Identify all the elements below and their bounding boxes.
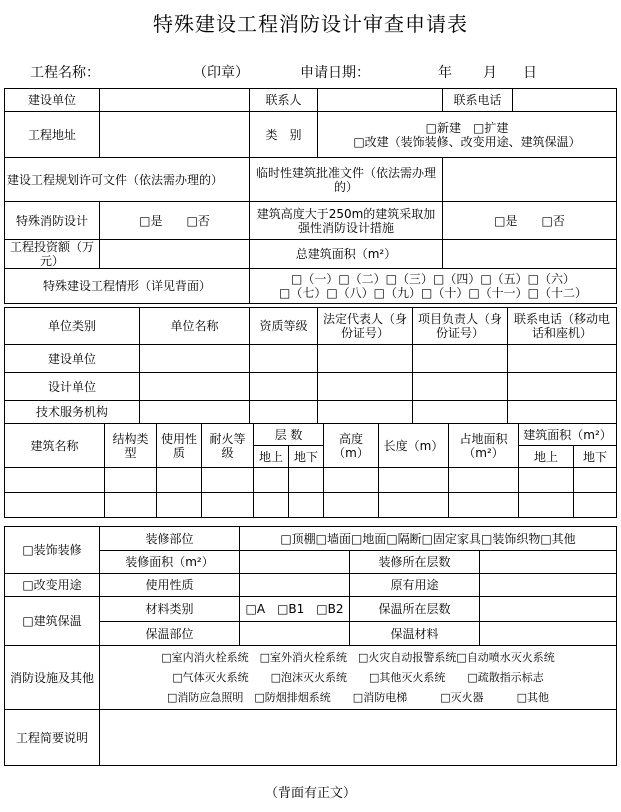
use-nature-label: 使用性质	[100, 574, 240, 597]
building-cell[interactable]	[574, 493, 617, 518]
project-address-label: 工程地址	[5, 112, 100, 158]
insulation-part-field[interactable]	[240, 622, 350, 646]
project-leader-header: 项目负责人（身份证号）	[413, 308, 508, 345]
area-above-header: 地上	[519, 446, 574, 468]
seal-label: （印章）	[193, 65, 249, 81]
unit-row-label: 技术服务机构	[5, 401, 140, 424]
unit-name-header: 单位名称	[140, 308, 250, 345]
units-table	[4, 307, 617, 424]
investment-field[interactable]	[100, 240, 250, 269]
building-cell[interactable]	[202, 468, 254, 493]
height-250-options[interactable]	[443, 202, 617, 240]
unit-cell[interactable]	[318, 373, 413, 401]
fire-rating-header: 耐火等级	[202, 424, 254, 468]
unit-cell[interactable]	[318, 401, 413, 424]
height-250-label: 建筑高度大于250m的建筑采取加强性消防设计措施	[250, 202, 443, 240]
height-yes-checkbox[interactable]: □是	[494, 213, 518, 228]
renovation-table	[4, 526, 617, 766]
unit-cell[interactable]	[508, 401, 617, 424]
building-cell[interactable]	[157, 493, 202, 518]
category-label: 类 别	[250, 112, 318, 158]
investment-label: 工程投资额（万元）	[5, 240, 100, 269]
decoration-parts-options[interactable]: □顶棚□墙面□地面□隔断□固定家具□装饰织物□其他	[240, 527, 617, 551]
length-header: 长度（m）	[379, 424, 449, 468]
facilities-label: 消防设施及其他	[5, 646, 100, 710]
unit-cell[interactable]	[508, 345, 617, 373]
situation-options[interactable]	[250, 269, 617, 304]
unit-cell[interactable]	[250, 373, 318, 401]
month-label: 月	[483, 65, 497, 81]
special-no-checkbox[interactable]: □否	[186, 213, 210, 228]
insulation-material-label: 保温材料	[350, 622, 480, 646]
total-area-label: 总建筑面积（m²）	[250, 240, 443, 269]
material-class-options[interactable]: □A □B1 □B2	[240, 597, 350, 622]
use-nature-field[interactable]	[240, 574, 350, 597]
special-design-label: 特殊消防设计	[5, 202, 100, 240]
building-cell[interactable]	[379, 493, 449, 518]
footer-note: （背面有正文）	[264, 786, 356, 801]
unit-row-label: 建设单位	[5, 345, 140, 373]
rebuild-checkbox[interactable]: □改建（装饰装修、改变用途、建筑保温）	[353, 134, 581, 149]
decoration-area-label: 装修面积（m²）	[100, 551, 240, 574]
structure-header: 结构类型	[105, 424, 157, 468]
apply-date-label: 申请日期：	[300, 65, 370, 81]
contact-phone-label: 联系电话	[443, 89, 513, 112]
decoration-floor-field[interactable]	[480, 551, 617, 574]
unit-cell[interactable]	[508, 373, 617, 401]
temp-building-label: 临时性建筑批准文件（依法需办理的）	[250, 158, 443, 202]
building-cell[interactable]	[105, 493, 157, 518]
construction-unit-field[interactable]	[100, 89, 250, 112]
facilities-line-3[interactable]: □消防应急照明 □防烟排烟系统 □消防电梯 □灭火器 □其他	[167, 690, 549, 704]
building-cell[interactable]	[5, 468, 105, 493]
material-class-label: 材料类别	[100, 597, 240, 622]
new-expand-checkboxes[interactable]: □新建 □扩建	[425, 120, 509, 135]
basic-info-table	[4, 88, 617, 304]
project-address-field[interactable]	[100, 112, 250, 158]
unit-type-header: 单位类别	[5, 308, 140, 345]
special-yes-checkbox[interactable]: □是	[139, 213, 163, 228]
legal-rep-header: 法定代表人（身份证号）	[318, 308, 413, 345]
building-cell[interactable]	[519, 468, 574, 493]
unit-cell[interactable]	[318, 345, 413, 373]
building-cell[interactable]	[379, 468, 449, 493]
building-cell[interactable]	[324, 493, 379, 518]
building-cell[interactable]	[5, 493, 105, 518]
unit-cell[interactable]	[250, 345, 318, 373]
height-no-checkbox[interactable]: □否	[541, 213, 565, 228]
building-cell[interactable]	[157, 468, 202, 493]
insulation-floor-label: 保温所在层数	[350, 597, 480, 622]
building-cell[interactable]	[254, 493, 289, 518]
construction-unit-label: 建设单位	[5, 89, 100, 112]
use-header: 使用性质	[157, 424, 202, 468]
insulation-checkbox[interactable]: □建筑保温	[5, 597, 100, 646]
area-below-header: 地下	[574, 446, 617, 468]
form-title: 特殊建设工程消防设计审查申请表	[153, 12, 468, 36]
building-cell[interactable]	[574, 468, 617, 493]
building-name-header: 建筑名称	[5, 424, 105, 468]
building-cell[interactable]	[289, 493, 324, 518]
situation-line-1[interactable]: □（一）□（二）□（三）□（四）□（五）□（六）	[290, 272, 576, 286]
temp-building-field[interactable]	[443, 158, 617, 202]
total-area-field[interactable]	[443, 240, 617, 269]
unit-phone-header: 联系电话（移动电话和座机）	[508, 308, 617, 345]
floors-above-header: 地上	[254, 446, 289, 468]
special-design-options[interactable]	[100, 202, 250, 240]
unit-cell[interactable]	[140, 401, 250, 424]
insulation-material-field[interactable]	[480, 622, 617, 646]
unit-cell[interactable]	[413, 345, 508, 373]
decoration-part-label: 装修部位	[100, 527, 240, 551]
contact-phone-field[interactable]	[513, 89, 617, 112]
building-cell[interactable]	[324, 468, 379, 493]
building-cell[interactable]	[449, 493, 519, 518]
building-cell[interactable]	[105, 468, 157, 493]
facilities-line-2[interactable]: □气体灭火系统 □泡沫灭火系统 □其他灭火系统 □疏散指示标志	[172, 670, 544, 684]
unit-cell[interactable]	[250, 401, 318, 424]
floors-header: 层 数	[254, 424, 324, 446]
change-use-checkbox[interactable]: □改变用途	[5, 574, 100, 597]
insulation-floor-field[interactable]	[480, 597, 617, 622]
project-name-label: 工程名称：	[30, 65, 100, 81]
decoration-area-field[interactable]	[240, 551, 350, 574]
floors-below-header: 地下	[289, 446, 324, 468]
building-cell[interactable]	[519, 493, 574, 518]
decoration-floor-label: 装修所在层数	[350, 551, 480, 574]
decoration-checkbox[interactable]: □装饰装修	[5, 527, 100, 574]
unit-cell[interactable]	[413, 401, 508, 424]
height-header: 高度（m）	[324, 424, 379, 468]
category-options[interactable]	[318, 112, 617, 158]
original-use-field[interactable]	[480, 574, 617, 597]
original-use-label: 原有用途	[350, 574, 480, 597]
facilities-options[interactable]	[100, 646, 617, 710]
planning-permit-label: 建设工程规划许可文件（依法需办理的）	[5, 158, 250, 202]
building-cell[interactable]	[449, 468, 519, 493]
unit-cell[interactable]	[413, 373, 508, 401]
unit-cell[interactable]	[140, 373, 250, 401]
brief-label: 工程简要说明	[5, 710, 100, 766]
footprint-header: 占地面积（m²）	[449, 424, 519, 468]
unit-cell[interactable]	[140, 345, 250, 373]
special-situation-label: 特殊建设工程情形（详见背面）	[5, 269, 250, 304]
contact-person-field[interactable]	[318, 89, 443, 112]
building-table	[4, 423, 617, 518]
unit-row-label: 设计单位	[5, 373, 140, 401]
brief-field[interactable]	[100, 710, 617, 766]
qualification-header: 资质等级	[250, 308, 318, 345]
insulation-part-label: 保温部位	[100, 622, 240, 646]
contact-person-label: 联系人	[250, 89, 318, 112]
situation-line-2[interactable]: □（七）□（八）□（九）□（十）□（十一）□（十二）	[278, 286, 588, 300]
building-cell[interactable]	[289, 468, 324, 493]
day-label: 日	[523, 65, 537, 81]
building-area-header: 建筑面积（m²）	[519, 424, 617, 446]
facilities-line-1[interactable]: □室内消火栓系统 □室外消火栓系统 □火灾自动报警系统□自动喷水灭火系统	[161, 650, 555, 664]
building-cell[interactable]	[254, 468, 289, 493]
building-cell[interactable]	[202, 493, 254, 518]
year-label: 年	[438, 65, 452, 81]
